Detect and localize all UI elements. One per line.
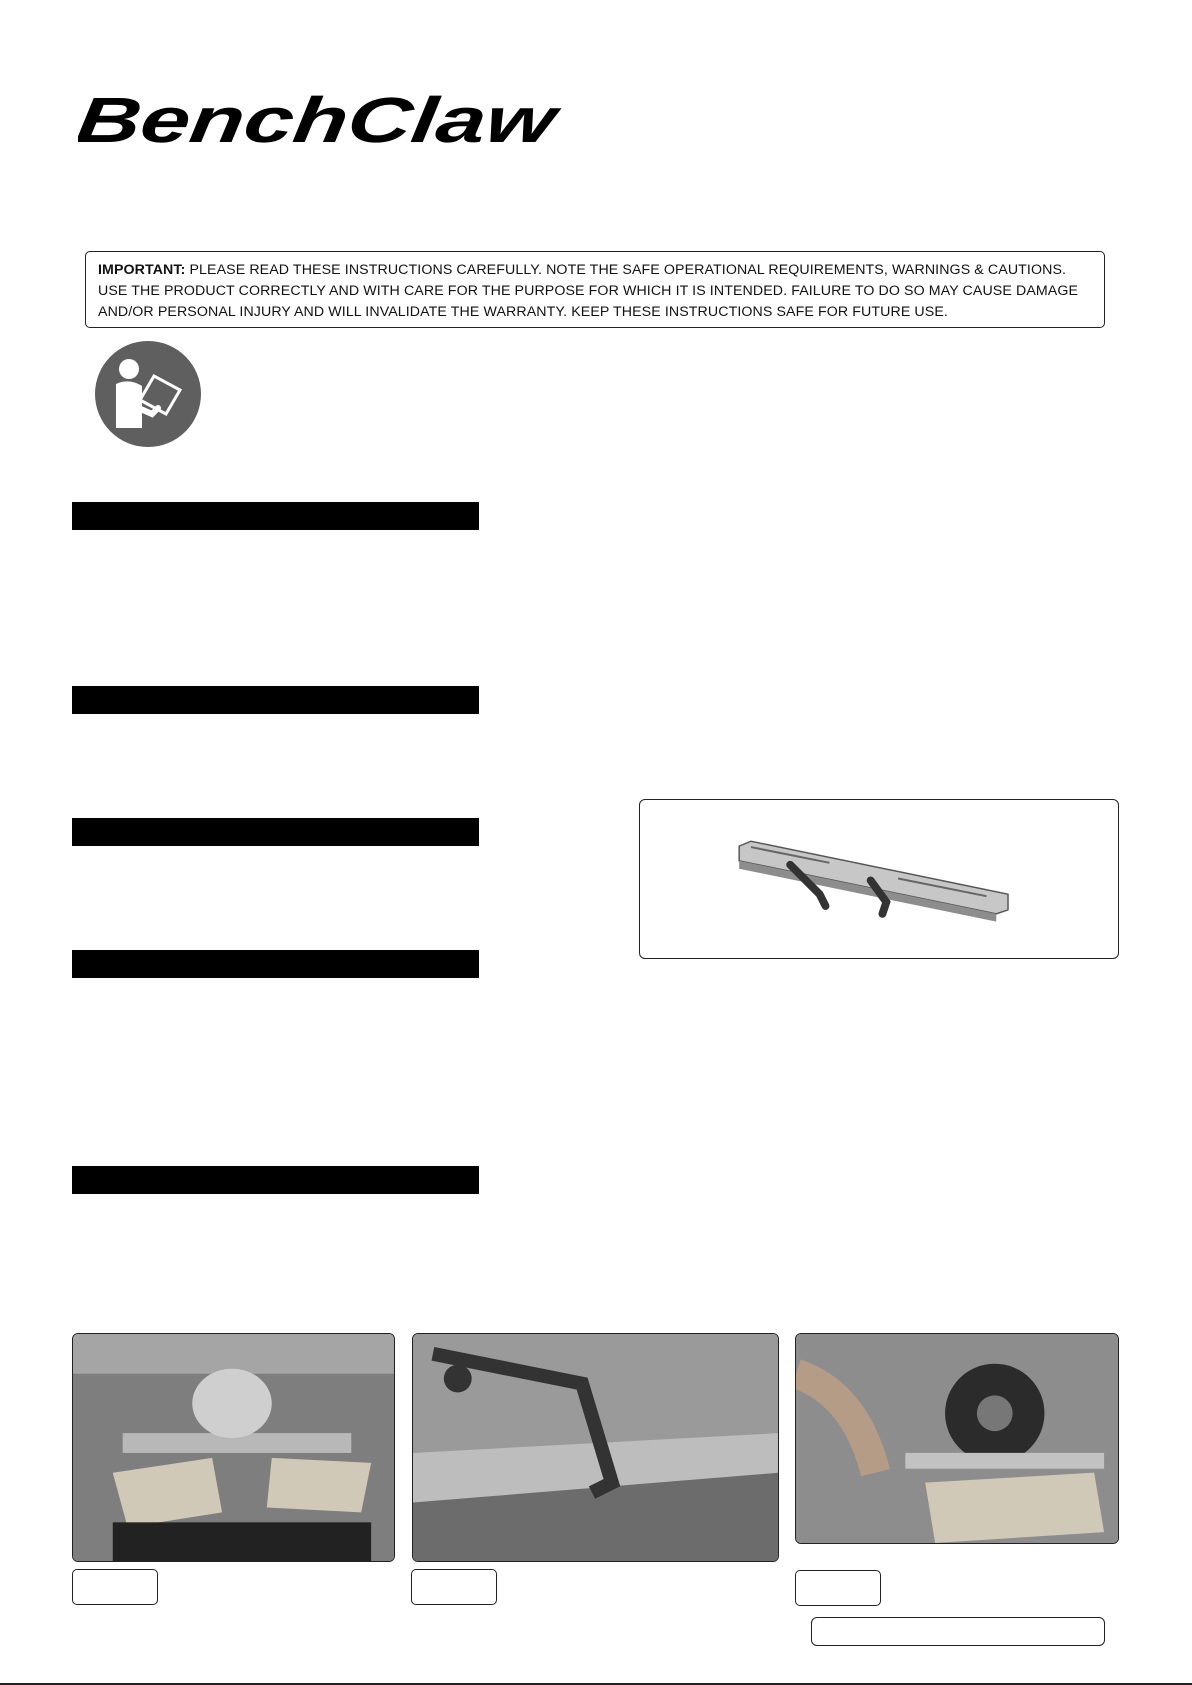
fig-label-3 xyxy=(795,1570,881,1606)
section-bar-5 xyxy=(72,1166,479,1194)
photo-fig-3 xyxy=(795,1333,1119,1544)
section-bar-3 xyxy=(72,818,479,846)
section-bar-4 xyxy=(72,950,479,978)
benchclaw-logo xyxy=(78,86,568,156)
product-photo xyxy=(639,799,1119,959)
important-label: IMPORTANT: xyxy=(98,262,186,278)
photo-fig-2 xyxy=(412,1333,779,1562)
product-code-box xyxy=(811,1617,1105,1646)
fig-label-2 xyxy=(411,1569,497,1605)
section-bar-2 xyxy=(72,686,479,714)
important-notice xyxy=(85,251,1105,328)
logo-text: BenchClaw xyxy=(78,86,428,156)
read-manual-icon xyxy=(94,340,202,448)
fig-label-1 xyxy=(72,1569,158,1605)
photo-fig-1 xyxy=(72,1333,395,1562)
important-text: PLEASE READ THESE INSTRUCTIONS CAREFULLY. NOTE THE SAFE OPERATIONAL REQUIREMENTS, WARNINGS & CAUTIONS. USE THE PRODUCT CORRECTLY AND WITH CARE FOR THE PURPOSE FOR WHICH IT IS INTENDED. FAILURE TO DO SO MAY CAUSE DAMAGE AND/OR PERSONAL INJURY AND WILL INVALIDATE THE WARRANTY. KEEP THESE INSTRUCTIONS SAFE FOR FUTURE USE. xyxy=(98,262,1079,320)
section-bar-1 xyxy=(72,502,479,530)
